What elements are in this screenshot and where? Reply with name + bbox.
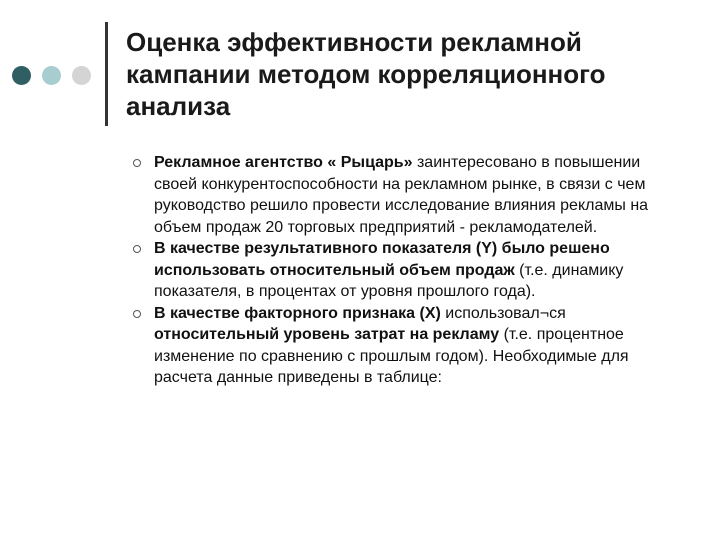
bullet-item-factor <box>142 303 672 389</box>
bullet-item-result-indicator <box>142 238 672 303</box>
bullet-text: использовал¬ся <box>445 304 566 322</box>
bullet-text-bold: В качестве факторного признака (X) <box>154 304 446 322</box>
bullet-text-bold: В качестве результативного показателя (Y) было решено использовать относительный объем продаж <box>154 240 610 279</box>
bullet-text: заинтересовано в повышении своей конкурентоспособности на рекламном рынке, в связи с чем руководство решило провести исследование влияния рекламы на объем продаж 20 торговых предприятий - рекламодателей. <box>154 154 649 236</box>
bullet-item-agency <box>142 152 672 238</box>
bullet-circle-icon <box>133 245 141 253</box>
bullet-list <box>142 152 672 389</box>
bullet-circle-icon <box>133 159 141 167</box>
bullet-text-bold: Рекламное агентство « Рыцарь» <box>154 154 417 171</box>
bullet-circle-icon <box>133 310 141 318</box>
dot-dark-icon <box>12 66 31 85</box>
slide-title: Оценка эффективности рекламной кампании методом корреляционного анализа <box>126 27 606 121</box>
dot-light-icon <box>42 66 61 85</box>
dot-grey-icon <box>72 66 91 85</box>
bullet-text-bold: относительный уровень затрат на рекламу <box>154 326 500 343</box>
title-divider <box>105 22 108 126</box>
bullet-text: (т.е. процентное изменение по сравнению с прошлым годом). Необходимые для расчета данные приведены в таблице: <box>154 326 629 386</box>
bullet-text: (т.е. динамику показателя, в процентах от уровня прошлого года). <box>154 261 624 300</box>
